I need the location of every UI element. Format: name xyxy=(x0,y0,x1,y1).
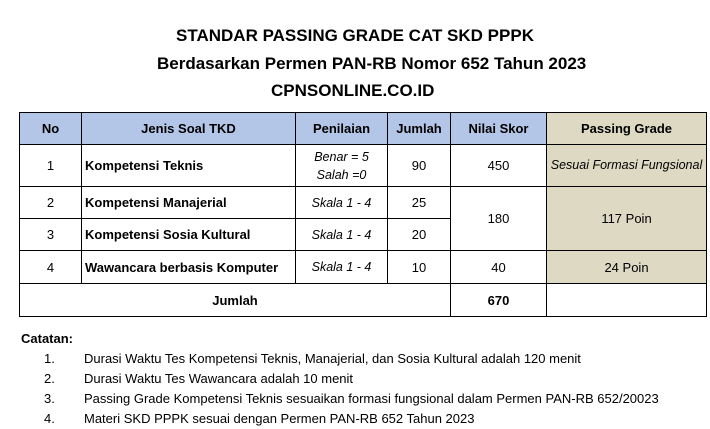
row-jenis: Kompetensi Manajerial xyxy=(82,187,296,219)
row-nilai-skor: 40 xyxy=(451,251,547,284)
row-jenis: Kompetensi Sosia Kultural xyxy=(82,219,296,251)
merged-passing-grade: 117 Poin xyxy=(547,187,707,251)
row-jumlah: 25 xyxy=(388,187,451,219)
row-jumlah: 20 xyxy=(388,219,451,251)
header-jenis-soal: Jenis Soal TKD xyxy=(82,113,296,145)
note-text: Durasi Waktu Tes Wawancara adalah 10 menit xyxy=(84,371,354,386)
passing-grade-table xyxy=(19,112,707,317)
row-passing-grade: 24 Poin xyxy=(547,251,707,284)
penilaian-line-1: Benar = 5 xyxy=(314,149,369,164)
note-number: 1. xyxy=(44,351,55,366)
row-nilai-skor: 450 xyxy=(451,145,547,187)
note-number: 2. xyxy=(44,371,55,386)
list-item xyxy=(44,409,659,429)
header-nilai-skor: Nilai Skor xyxy=(451,113,547,145)
row-passing-grade: Sesuai Formasi Fungsional xyxy=(547,145,707,187)
note-number: 3. xyxy=(44,391,55,406)
note-text: Durasi Waktu Tes Kompetensi Teknis, Manajerial, dan Sosia Kultural adalah 120 menit xyxy=(84,351,581,366)
total-value: 670 xyxy=(451,284,547,317)
row-no: 3 xyxy=(20,219,82,251)
row-jenis: Kompetensi Teknis xyxy=(82,145,296,187)
header-no: No xyxy=(20,113,82,145)
row-penilaian xyxy=(296,145,388,187)
penilaian-line-2: Salah =0 xyxy=(316,167,367,182)
merged-nilai-skor: 180 xyxy=(451,187,547,251)
row-no: 1 xyxy=(20,145,82,187)
row-penilaian: Skala 1 - 4 xyxy=(296,251,388,284)
title-line-2: Berdasarkan Permen PAN-RB Nomor 652 Tahun 2023 xyxy=(157,54,587,73)
header-penilaian: Penilaian xyxy=(296,113,388,145)
total-row xyxy=(20,284,707,317)
notes-heading: Catatan: xyxy=(21,331,74,346)
title-line-3: CPNSONLINE.CO.ID xyxy=(271,81,435,100)
list-item xyxy=(44,349,659,369)
title-line-1: STANDAR PASSING GRADE CAT SKD PPPK xyxy=(176,26,534,45)
header-jumlah: Jumlah xyxy=(388,113,451,145)
header-passing-grade: Passing Grade xyxy=(547,113,707,145)
list-item xyxy=(44,389,659,409)
row-jumlah: 90 xyxy=(388,145,451,187)
table-row xyxy=(20,187,707,219)
notes-list xyxy=(44,349,659,429)
note-number: 4. xyxy=(44,411,55,426)
total-empty-cell xyxy=(547,284,707,317)
row-no: 2 xyxy=(20,187,82,219)
row-jenis: Wawancara berbasis Komputer xyxy=(82,251,296,284)
row-no: 4 xyxy=(20,251,82,284)
row-penilaian: Skala 1 - 4 xyxy=(296,219,388,251)
table-row xyxy=(20,251,707,284)
note-text: Materi SKD PPPK sesuai dengan Permen PAN-RB 652 Tahun 2023 xyxy=(84,411,475,426)
table-header-row xyxy=(20,113,707,145)
table-row xyxy=(20,145,707,187)
note-text: Passing Grade Kompetensi Teknis sesuaikan formasi fungsional dalam Permen PAN-RB 652/20023 xyxy=(84,391,659,406)
list-item xyxy=(44,369,659,389)
row-jumlah: 10 xyxy=(388,251,451,284)
total-label: Jumlah xyxy=(20,284,451,317)
row-penilaian: Skala 1 - 4 xyxy=(296,187,388,219)
